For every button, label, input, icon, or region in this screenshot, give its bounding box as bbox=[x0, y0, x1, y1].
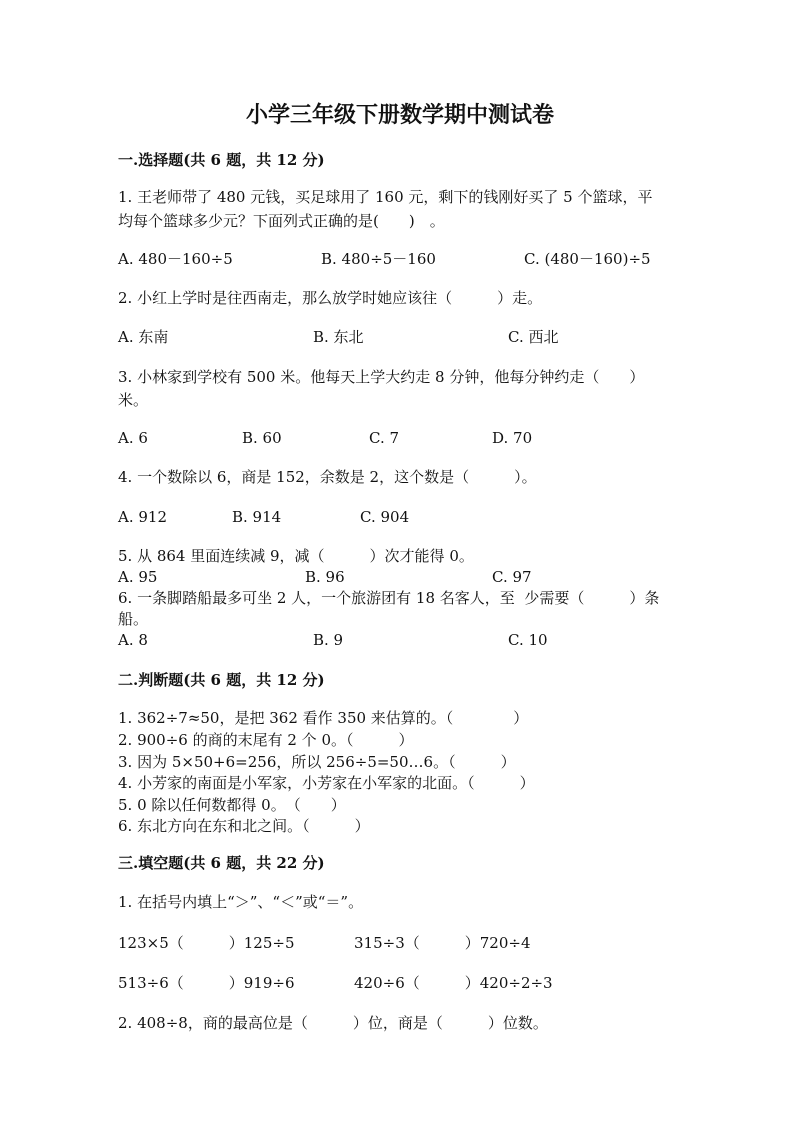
answer-option: B. 东北 bbox=[313, 328, 364, 346]
question-text: 1. 在括号内填上“＞”、“＜”或“＝”。 bbox=[118, 893, 364, 911]
list-item: 3. 因为 5×50+6=256，所以 256÷5=50…6。（ ） bbox=[118, 753, 516, 771]
answer-option: C. 904 bbox=[360, 508, 410, 526]
answer-option: C. 97 bbox=[492, 568, 532, 586]
answer-option: A. 8 bbox=[118, 631, 148, 649]
question-text: 2. 408÷8，商的最高位是（ ）位，商是（ ）位数。 bbox=[118, 1014, 548, 1032]
question-text: 3. 小林家到学校有 500 米。他每天上学大约走 8 分钟，他每分钟约走（ ） bbox=[118, 368, 645, 386]
list-item: 2. 900÷6 的商的末尾有 2 个 0。（ ） bbox=[118, 731, 414, 749]
answer-option: C. 10 bbox=[508, 631, 548, 649]
section-heading-choice: 一.选择题(共 6 题，共 12 分) bbox=[118, 151, 325, 169]
question-text: 米。 bbox=[118, 391, 149, 409]
answer-option: A. 95 bbox=[118, 568, 158, 586]
answer-option: A. 6 bbox=[118, 429, 148, 447]
answer-option: C. (480－160)÷5 bbox=[524, 250, 651, 268]
question-text: 2. 小红上学时是往西南走，那么放学时她应该往（ ）走。 bbox=[118, 289, 543, 307]
answer-option: B. 914 bbox=[232, 508, 282, 526]
answer-option: C. 西北 bbox=[508, 328, 559, 346]
answer-option: A. 480－160÷5 bbox=[118, 250, 233, 268]
question-text: 4. 一个数除以 6，商是 152，余数是 2，这个数是（ ）。 bbox=[118, 468, 537, 486]
answer-option: D. 70 bbox=[492, 429, 533, 447]
comparison-item: 513÷6（ ）919÷6 bbox=[118, 974, 295, 992]
section-heading-fill: 三.填空题(共 6 题，共 22 分) bbox=[118, 854, 325, 872]
list-item: 1. 362÷7≈50，是把 362 看作 350 来估算的。（ ） bbox=[118, 709, 529, 727]
comparison-item: 123×5（ ）125÷5 bbox=[118, 934, 295, 952]
answer-option: C. 7 bbox=[369, 429, 400, 447]
answer-option: B. 96 bbox=[305, 568, 345, 586]
page-title: 小学三年级下册数学期中测试卷 bbox=[245, 102, 554, 128]
list-item: 4. 小芳家的南面是小军家，小芳家在小军家的北面。（ ） bbox=[118, 774, 535, 792]
question-text: 1. 王老师带了 480 元钱，买足球用了 160 元，剩下的钱刚好买了 5 个篮球，平 bbox=[118, 188, 653, 206]
question-text: 6. 一条脚踏船最多可坐 2 人，一个旅游团有 18 名客人，至 少需要（ ）条 bbox=[118, 589, 660, 607]
question-text: 5. 从 864 里面连续减 9，减（ ）次才能得 0。 bbox=[118, 547, 474, 565]
section-heading-judge: 二.判断题(共 6 题，共 12 分) bbox=[118, 671, 325, 689]
question-text: 船。 bbox=[118, 610, 149, 628]
list-item: 6. 东北方向在东和北之间。（ ） bbox=[118, 817, 370, 835]
answer-option: A. 东南 bbox=[118, 328, 169, 346]
answer-option: B. 60 bbox=[242, 429, 282, 447]
comparison-item: 420÷6（ ）420÷2÷3 bbox=[354, 974, 553, 992]
answer-option: A. 912 bbox=[118, 508, 167, 526]
comparison-item: 315÷3（ ）720÷4 bbox=[354, 934, 531, 952]
question-text: 均每个篮球多少元？下面列式正确的是( ) 。 bbox=[118, 212, 445, 230]
answer-option: B. 9 bbox=[313, 631, 344, 649]
answer-option: B. 480÷5－160 bbox=[321, 250, 436, 268]
list-item: 5. 0 除以任何数都得 0。 （ ） bbox=[118, 796, 346, 814]
